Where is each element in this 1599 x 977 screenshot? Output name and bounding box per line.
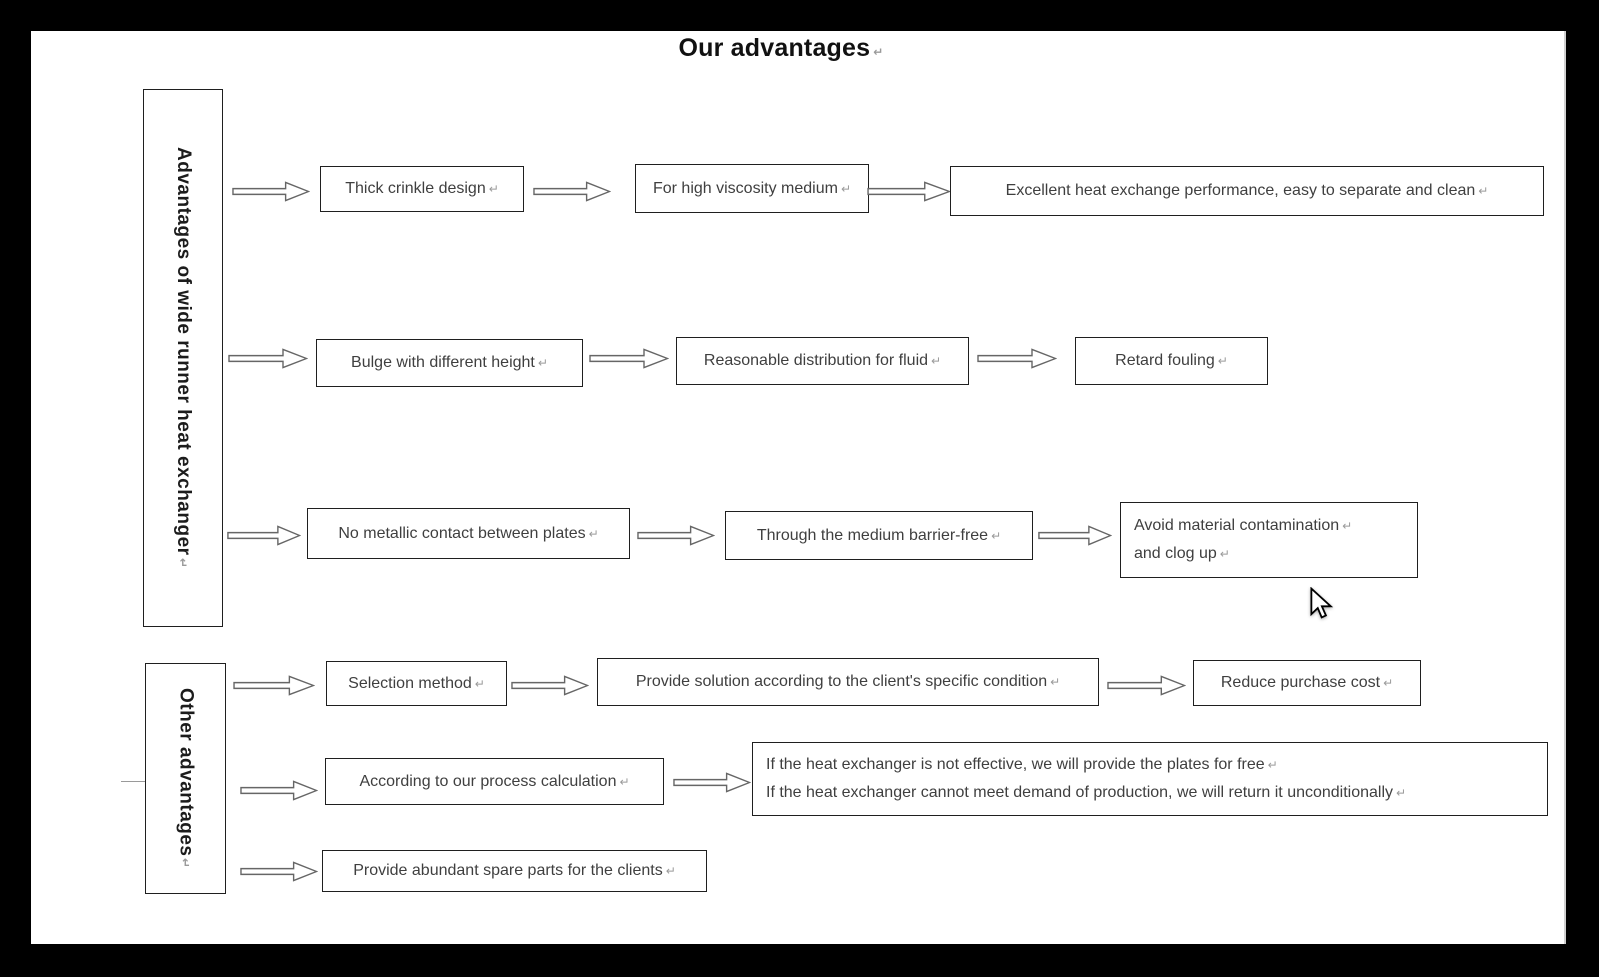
flow-box-selection-method[interactable] [326, 661, 507, 706]
return-mark-icon: ↵ [1267, 758, 1278, 772]
flow-box-line [1134, 512, 1352, 540]
flow-arrow-icon[interactable] [533, 181, 611, 202]
mouse-cursor-icon [1309, 587, 1335, 621]
return-mark-icon: ↵ [619, 774, 630, 789]
flow-arrow-icon[interactable] [589, 348, 669, 369]
flow-box-label: If the heat exchanger cannot meet demand of production, we will return it unconditionally [766, 784, 1394, 801]
return-mark-icon: ↵ [1219, 547, 1230, 561]
flow-arrow-icon[interactable] [228, 348, 308, 369]
flow-box-label: Avoid material contamination [1134, 517, 1340, 534]
return-mark-icon: ↵ [665, 864, 676, 878]
return-mark-icon: ↵ [991, 528, 1002, 543]
group2-category-label [175, 688, 197, 869]
flow-box-label: Bulge with different height [351, 354, 535, 371]
page-title-text: Our advantages [678, 34, 871, 62]
return-mark-icon: ↵ [178, 858, 193, 870]
flow-box-label: According to our process calculation [359, 772, 617, 790]
flow-box-avoid-contamination[interactable] [1120, 502, 1418, 578]
flow-box-label: No metallic contact between plates [338, 524, 586, 542]
return-mark-icon: ↵ [1050, 675, 1061, 689]
document-page [31, 31, 1566, 944]
flow-box-label: Selection method [348, 674, 472, 692]
flow-arrow-icon[interactable] [232, 181, 310, 202]
flow-arrow-icon[interactable] [977, 348, 1057, 369]
flow-box-label: Provide abundant spare parts for the clients [353, 862, 663, 879]
flow-arrow-icon[interactable] [511, 675, 589, 696]
flow-box-high-viscosity-medium[interactable] [635, 164, 869, 213]
flow-box-label: and clog up [1134, 545, 1217, 562]
page-title [31, 34, 1531, 68]
return-mark-icon: ↵ [488, 182, 499, 196]
return-mark-icon: ↵ [1342, 519, 1353, 533]
flow-box-thick-crinkle-design[interactable] [320, 166, 524, 212]
flow-arrow-icon[interactable] [673, 772, 751, 793]
flow-box-reasonable-distribution[interactable] [676, 337, 969, 385]
flow-box-label: Reduce purchase cost [1220, 674, 1381, 691]
group1-category-box[interactable] [143, 89, 223, 627]
return-mark-icon: ↵ [537, 356, 548, 370]
return-mark-icon: ↵ [1217, 354, 1228, 368]
flow-box-line [1134, 540, 1230, 568]
flow-box-label: For high viscosity medium [652, 179, 838, 197]
flow-box-label: Reasonable distribution for fluid [703, 352, 929, 369]
flow-box-line [766, 779, 1406, 807]
flow-box-reduce-purchase-cost[interactable] [1193, 660, 1421, 706]
group2-category-box[interactable] [145, 663, 226, 894]
return-mark-icon: ↵ [588, 526, 599, 541]
flow-arrow-icon[interactable] [867, 181, 951, 202]
flow-arrow-icon[interactable] [240, 780, 318, 801]
flow-box-no-metallic-contact[interactable] [307, 508, 630, 559]
flow-box-spare-parts[interactable] [322, 850, 707, 892]
return-mark-icon: ↵ [474, 676, 485, 691]
group2-label-text: Other advantages [175, 687, 197, 857]
flow-arrow-icon[interactable] [1107, 675, 1186, 696]
flow-box-label: Provide solution according to the client's specific condition [635, 673, 1048, 690]
flow-box-label: Thick crinkle design [345, 180, 486, 197]
flow-box-label: Retard fouling [1115, 352, 1215, 369]
flow-box-provide-solution[interactable] [597, 658, 1099, 706]
flow-arrow-icon[interactable] [240, 861, 318, 882]
group1-label-text: Advantages of wide runner heat exchanger [173, 147, 194, 556]
return-mark-icon: ↵ [840, 181, 851, 196]
flow-box-label: Excellent heat exchange performance, easy to separate and clean [1005, 182, 1476, 199]
return-mark-icon: ↵ [931, 354, 942, 368]
flow-box-line [766, 751, 1278, 779]
flow-arrow-icon[interactable] [233, 675, 315, 696]
return-mark-icon: ↵ [176, 557, 190, 569]
return-mark-icon: ↵ [873, 45, 884, 59]
return-mark-icon: ↵ [1383, 676, 1394, 690]
return-mark-icon: ↵ [1396, 786, 1407, 800]
page-edge-line [1564, 31, 1566, 944]
group1-category-label [172, 147, 194, 568]
flow-arrow-icon[interactable] [1038, 525, 1112, 546]
return-mark-icon: ↵ [1478, 184, 1489, 198]
flow-box-excellent-heat-exchange[interactable] [950, 166, 1544, 216]
flow-arrow-icon[interactable] [227, 525, 301, 546]
flow-box-retard-fouling[interactable] [1075, 337, 1268, 385]
flow-arrow-icon[interactable] [637, 525, 715, 546]
flow-box-bulge-different-height[interactable] [316, 339, 583, 387]
flow-box-guarantee[interactable] [752, 742, 1548, 816]
flow-box-medium-barrier-free[interactable] [725, 511, 1033, 560]
flow-box-process-calculation[interactable] [325, 758, 664, 805]
flow-box-label: If the heat exchanger is not effective, we will provide the plates for free [766, 756, 1265, 773]
flow-box-label: Through the medium barrier-free [756, 526, 989, 544]
connector-line [121, 781, 145, 782]
